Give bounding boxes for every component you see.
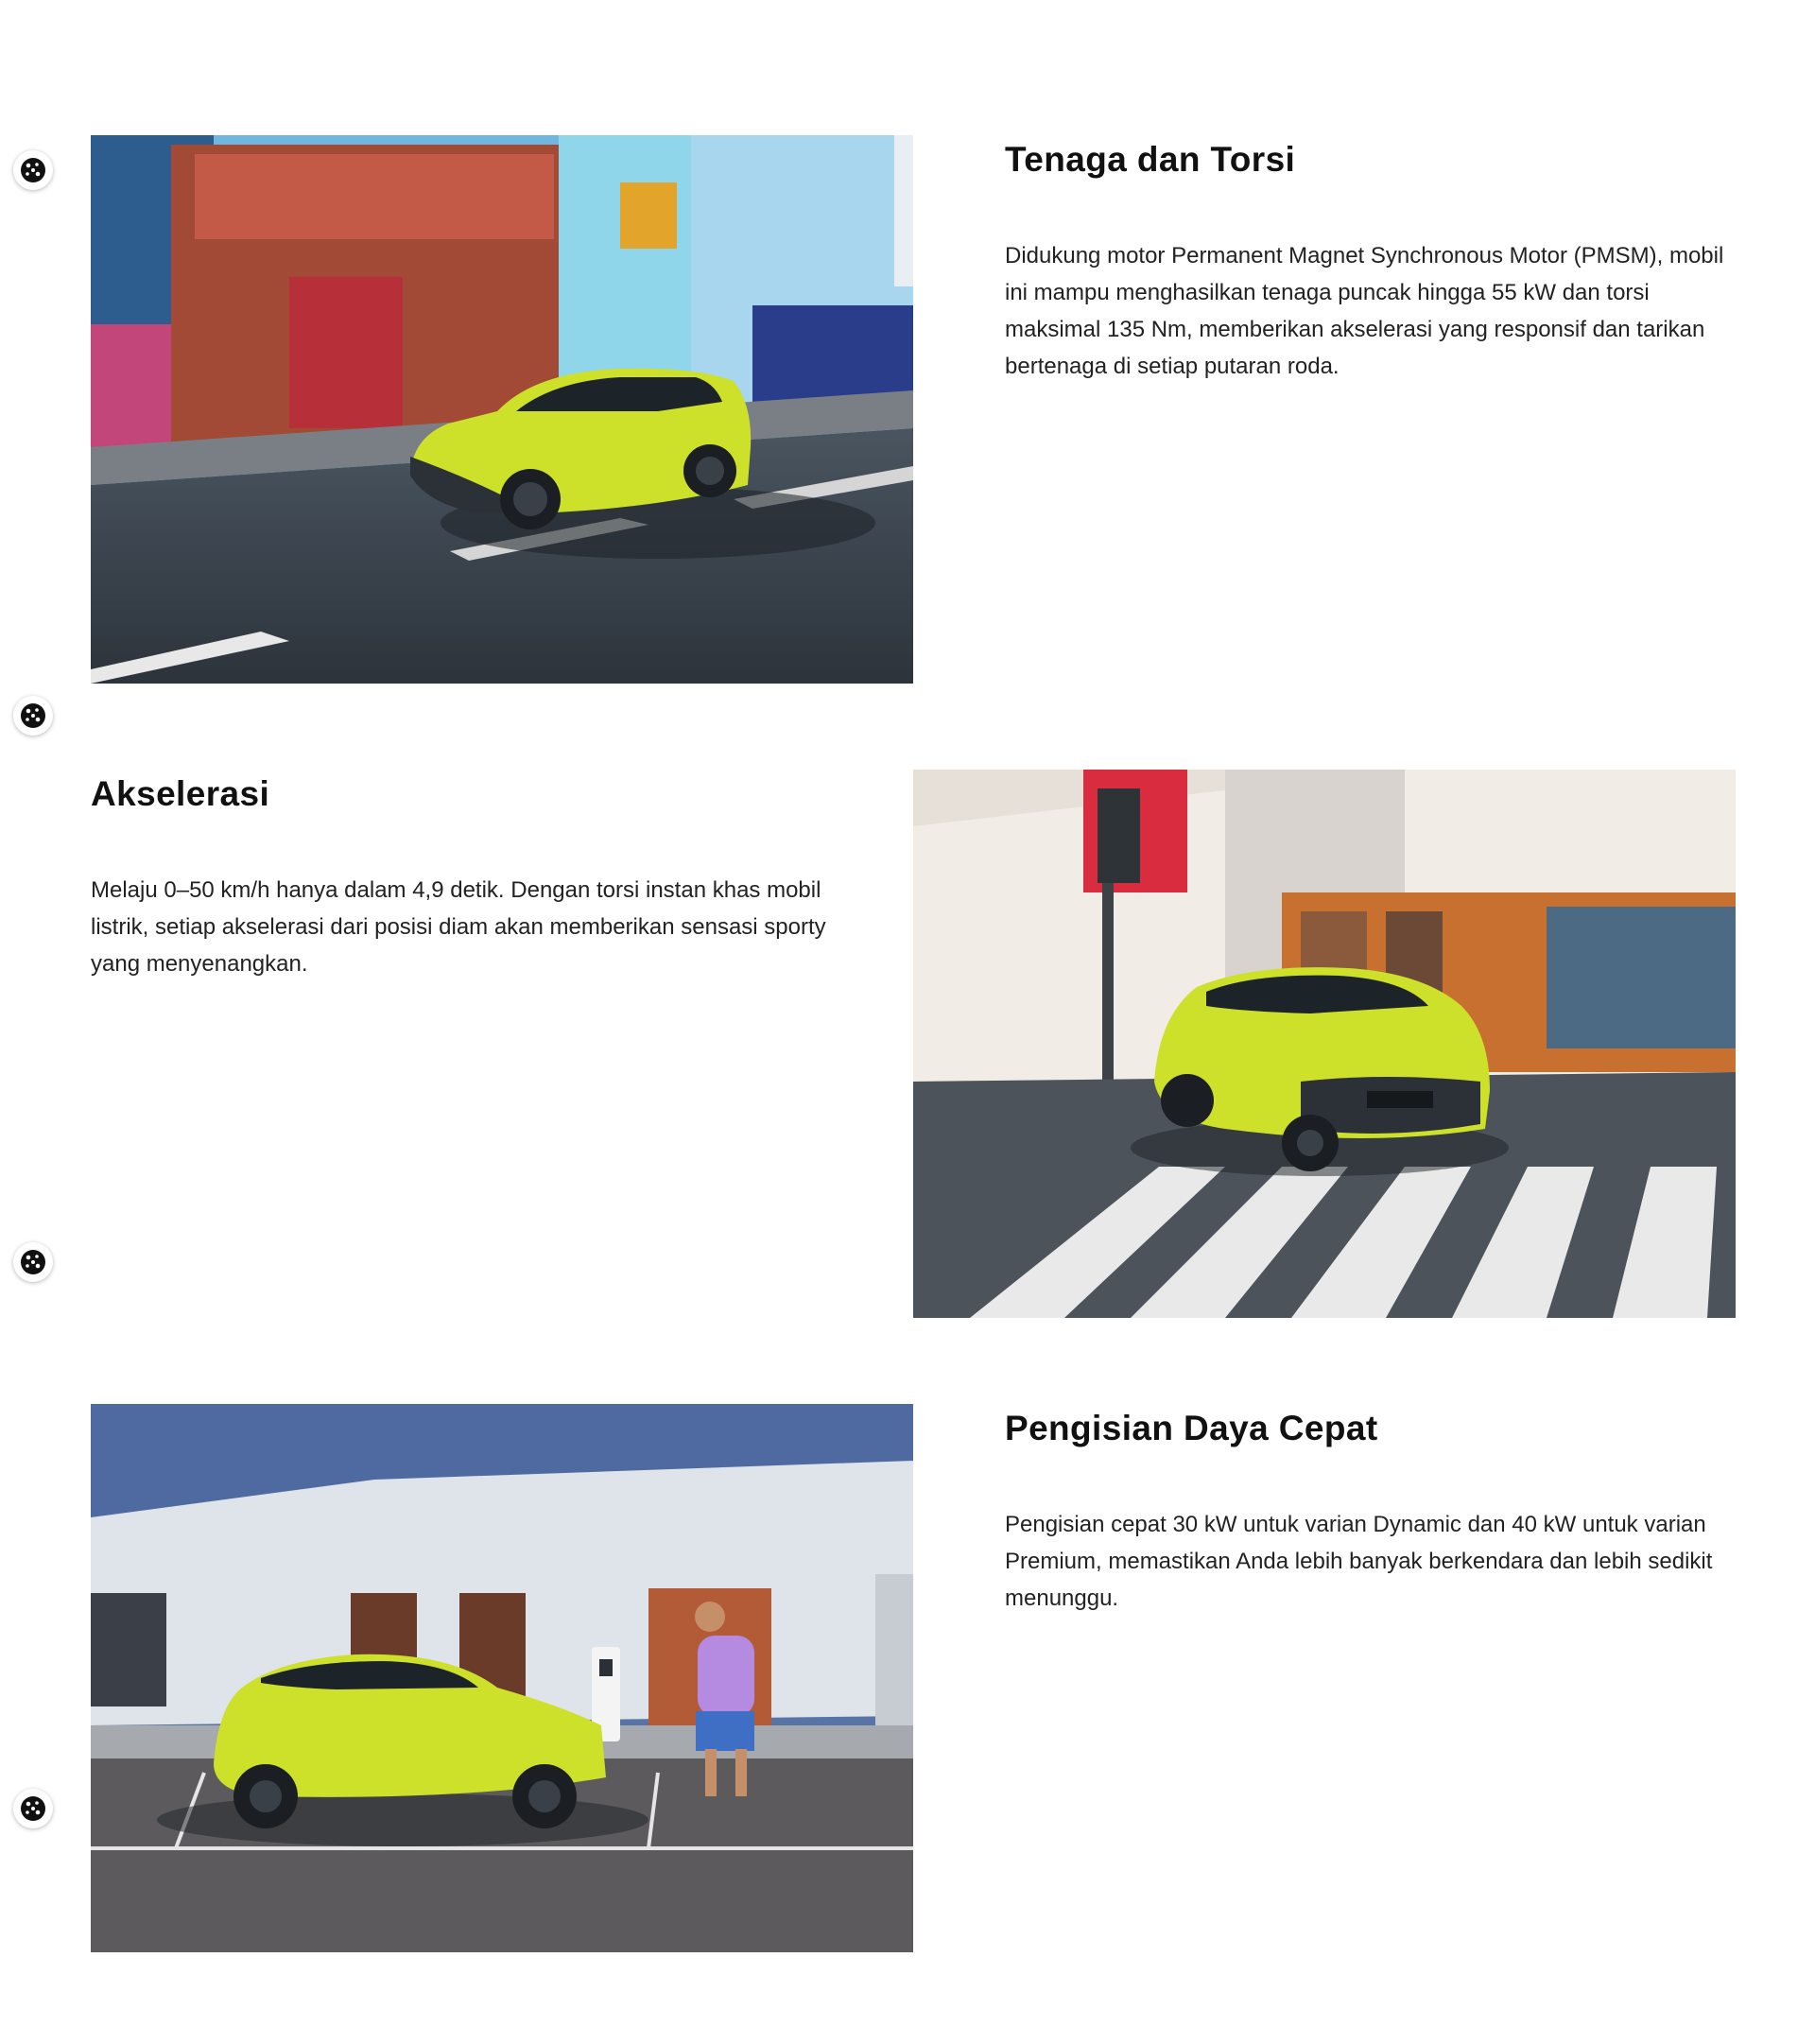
cookie-icon [19, 156, 47, 184]
feature-block-acceleration [91, 770, 828, 982]
cookie-settings-button[interactable] [13, 150, 53, 190]
car-driving-street-photo [91, 135, 913, 684]
feature-description-power-torque: Didukung motor Permanent Magnet Synchronous Motor (PMSM), mobil ini mampu menghasilkan tenaga puncak hingga 55 kW dan torsi maksimal 135 Nm, memberikan akselerasi yang responsif dan tarikan bertenaga di setiap putaran roda. [1005, 243, 1724, 379]
cookie-icon [19, 702, 47, 730]
feature-title-power-torque: Tenaga dan Torsi [1005, 140, 1296, 179]
cookie-settings-button[interactable] [13, 1242, 53, 1282]
feature-image-power-torque [91, 135, 913, 684]
cookie-icon [19, 1248, 47, 1276]
car-charging-photo [91, 1404, 913, 1952]
feature-title-fast-charging: Pengisian Daya Cepat [1005, 1409, 1378, 1447]
feature-block-fast-charging [1005, 1404, 1742, 1617]
car-crosswalk-photo [913, 770, 1736, 1318]
feature-description-acceleration: Melaju 0–50 km/h hanya dalam 4,9 detik. Dengan torsi instan khas mobil listrik, setiap akselerasi dari posisi diam akan memberikan sensasi sporty yang menyenangkan. [91, 877, 826, 977]
cookie-settings-button[interactable] [13, 696, 53, 736]
feature-image-acceleration [913, 770, 1736, 1318]
feature-image-fast-charging [91, 1404, 913, 1952]
feature-description-fast-charging: Pengisian cepat 30 kW untuk varian Dynamic dan 40 kW untuk varian Premium, memastikan Anda lebih banyak berkendara dan lebih sedikit menunggu. [1005, 1512, 1713, 1611]
feature-title-acceleration: Akselerasi [91, 774, 270, 813]
cookie-icon [19, 1794, 47, 1823]
cookie-settings-button[interactable] [13, 1789, 53, 1828]
feature-block-power-torque [1005, 135, 1742, 385]
